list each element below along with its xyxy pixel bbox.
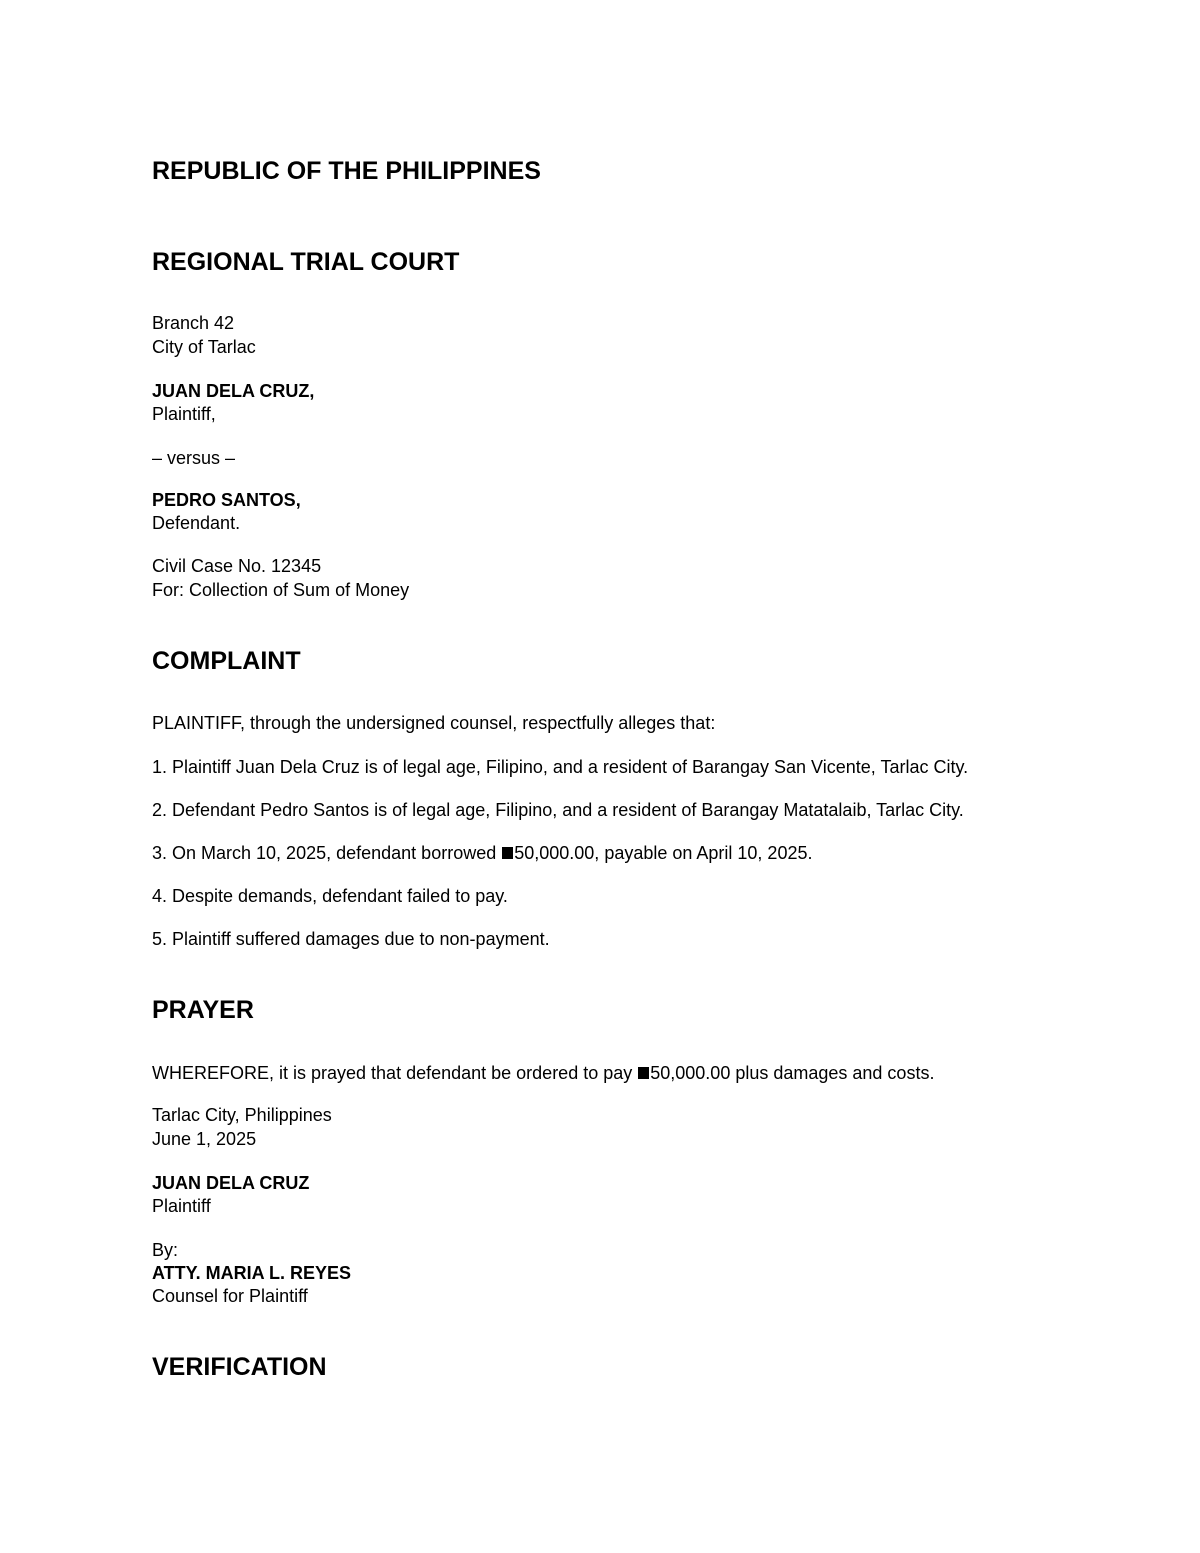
allegation-2: 2. Defendant Pedro Santos is of legal age, Filipino, and a resident of Barangay Matatalaib, Tarlac City.	[152, 800, 964, 820]
signature-by: By:	[152, 1240, 179, 1260]
prayer-heading: PRAYER	[152, 996, 254, 1024]
allegation-3	[152, 844, 812, 862]
allegation-3-text: 3. On March 10, 2025, defendant borrowed	[152, 843, 502, 863]
verification-heading: VERIFICATION	[152, 1353, 327, 1381]
city-line: City of Tarlac	[152, 337, 256, 357]
republic-heading: REPUBLIC OF THE PHILIPPINES	[152, 157, 541, 185]
peso-sign-icon	[502, 847, 513, 859]
complaint-intro-rest: , through the undersigned counsel, respectfully alleges that:	[240, 713, 716, 733]
prayer-text	[152, 1064, 934, 1082]
allegation-3-amount: 50,000.00, payable on April 10, 2025.	[514, 843, 813, 863]
prayer-text-before: , it is prayed that defendant be ordered to pay	[269, 1063, 638, 1083]
prayer-lead: WHEREFORE	[152, 1063, 269, 1083]
plaintiff-name: JUAN DELA CRUZ,	[152, 381, 315, 401]
prayer-text-after: 50,000.00 plus damages and costs.	[650, 1063, 935, 1083]
defendant-name: PEDRO SANTOS,	[152, 490, 301, 510]
peso-sign-icon	[638, 1067, 649, 1079]
complaint-heading: COMPLAINT	[152, 647, 301, 675]
case-nature: For: Collection of Sum of Money	[152, 580, 410, 600]
counsel-role: Counsel for Plaintiff	[152, 1286, 308, 1306]
branch-line: Branch 42	[152, 313, 235, 333]
signature-plaintiff-role: Plaintiff	[152, 1196, 211, 1216]
versus-line: – versus –	[152, 448, 236, 468]
allegation-5: 5. Plaintiff suffered damages due to non-payment.	[152, 929, 550, 949]
signature-place: Tarlac City, Philippines	[152, 1105, 332, 1125]
plaintiff-role: Plaintiff,	[152, 404, 216, 424]
court-heading: REGIONAL TRIAL COURT	[152, 248, 460, 276]
defendant-role: Defendant.	[152, 513, 241, 533]
complaint-intro	[152, 714, 715, 732]
complaint-intro-lead: PLAINTIFF	[152, 713, 241, 733]
signature-date: June 1, 2025	[152, 1129, 257, 1149]
allegation-1: 1. Plaintiff Juan Dela Cruz is of legal age, Filipino, and a resident of Barangay San Vicente, Tarlac City.	[152, 757, 969, 777]
counsel-name: ATTY. MARIA L. REYES	[152, 1263, 352, 1283]
case-number: Civil Case No. 12345	[152, 556, 322, 576]
allegation-4: 4. Despite demands, defendant failed to pay.	[152, 886, 508, 906]
signature-plaintiff-name: JUAN DELA CRUZ	[152, 1173, 310, 1193]
